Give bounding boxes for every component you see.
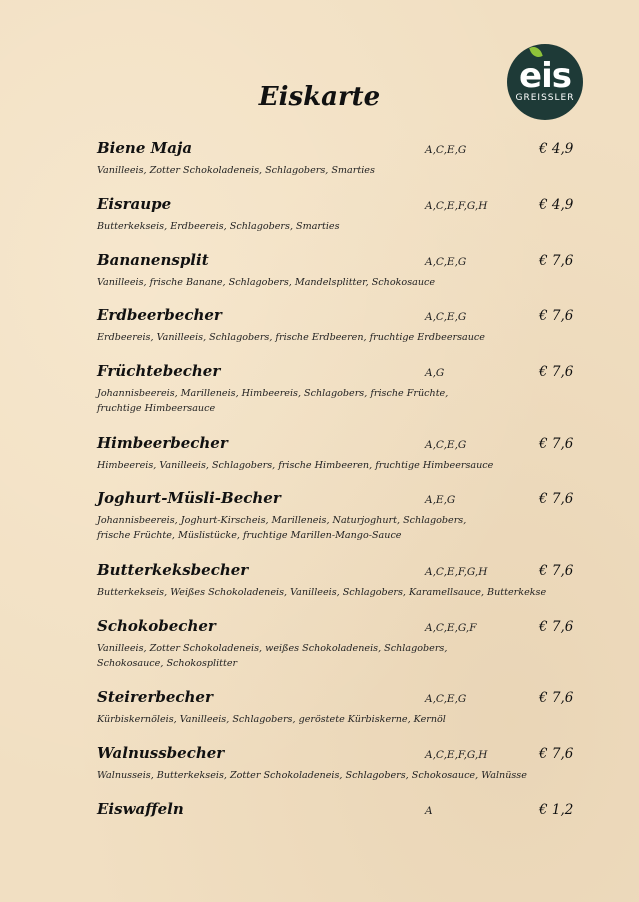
item-allergens: A,C,E,G,F (425, 622, 477, 634)
menu-item (97, 251, 587, 290)
item-price: € 4,9 (539, 141, 574, 157)
item-allergens: A,C,E,F,G,H (425, 200, 488, 212)
page-title: Eiskarte (258, 82, 381, 112)
item-description: Vanilleeis, frische Banane, Schlagobers, Mandelsplitter, Schokosauce (97, 277, 436, 288)
item-allergens: A,C,E,G (425, 144, 467, 156)
menu-item (97, 195, 587, 234)
item-price: € 7,6 (539, 563, 574, 579)
item-price: € 7,6 (539, 690, 574, 706)
item-name: Schokobecher (97, 617, 216, 635)
item-allergens: A,C,E,G (425, 693, 467, 705)
item-description: Johannisbeereis, Marilleneis, Himbeereis, Schlagobers, frische Früchte, fruchtige Himbeersauce (97, 388, 449, 414)
item-name: Erdbeerbecher (97, 306, 222, 324)
item-price: € 7,6 (539, 491, 574, 507)
item-description: Vanilleeis, Zotter Schokoladeneis, Schlagobers, Smarties (97, 165, 375, 176)
item-name: Biene Maja (97, 139, 193, 157)
menu-item (97, 800, 587, 824)
item-allergens: A,G (425, 367, 445, 379)
menu-item (97, 306, 587, 345)
item-description: Himbeereis, Vanilleeis, Schlagobers, frische Himbeeren, fruchtige Himbeersauce (97, 460, 494, 471)
item-allergens: A,C,E,F,G,H (425, 566, 488, 578)
item-description: Butterkekseis, Erdbeereis, Schlagobers, Smarties (97, 221, 340, 232)
item-name: Bananensplit (97, 251, 209, 269)
item-price: € 7,6 (539, 746, 574, 762)
menu-item (97, 688, 587, 727)
item-description: Walnusseis, Butterkekseis, Zotter Schokoladeneis, Schlagobers, Schokosauce, Walnüsse (97, 770, 527, 781)
logo-word: eis (519, 56, 571, 96)
menu-item (97, 139, 587, 178)
menu-item (97, 744, 587, 783)
item-allergens: A,E,G (425, 494, 456, 506)
item-price: € 7,6 (539, 253, 574, 269)
logo-subtitle: GREISSLER (515, 93, 575, 103)
item-name: Eiswaffeln (97, 800, 184, 818)
item-price: € 7,6 (539, 308, 574, 324)
item-name: Früchtebecher (97, 362, 221, 380)
item-price: € 4,9 (539, 197, 574, 213)
menu-item (97, 617, 587, 671)
item-description: Vanilleeis, Zotter Schokoladeneis, weißes Schokoladeneis, Schlagobers, Schokosauce, Schokosplitter (97, 643, 448, 669)
item-price: € 1,2 (539, 802, 574, 818)
menu-item (97, 489, 587, 543)
item-description: Butterkekseis, Weißes Schokoladeneis, Vanilleeis, Schlagobers, Karamellsauce, Butterkekse (97, 587, 547, 598)
item-description: Johannisbeereis, Joghurt-Kirscheis, Marilleneis, Naturjoghurt, Schlagobers, frische Früchte, Müslistücke, fruchtige Marillen-Mango-Sauce (97, 515, 467, 541)
menu-item (97, 434, 587, 473)
menu-item (97, 362, 587, 416)
item-description: Erdbeereis, Vanilleeis, Schlagobers, frische Erdbeeren, fruchtige Erdbeersauce (97, 332, 485, 343)
item-price: € 7,6 (539, 619, 574, 635)
item-allergens: A,C,E,G (425, 439, 467, 451)
item-name: Joghurt-Müsli-Becher (97, 489, 281, 507)
item-price: € 7,6 (539, 364, 574, 380)
item-allergens: A,C,E,G (425, 256, 467, 268)
item-allergens: A (425, 805, 433, 817)
item-allergens: A,C,E,F,G,H (425, 749, 488, 761)
item-price: € 7,6 (539, 436, 574, 452)
item-name: Butterkeksbecher (97, 561, 249, 579)
menu-item (97, 561, 587, 600)
item-name: Eisraupe (97, 195, 172, 213)
item-name: Himbeerbecher (97, 434, 228, 452)
item-description: Kürbiskernöleis, Vanilleeis, Schlagobers, geröstete Kürbiskerne, Kernöl (97, 714, 446, 725)
item-allergens: A,C,E,G (425, 311, 467, 323)
item-name: Walnussbecher (97, 744, 225, 762)
item-name: Steirerbecher (97, 688, 213, 706)
